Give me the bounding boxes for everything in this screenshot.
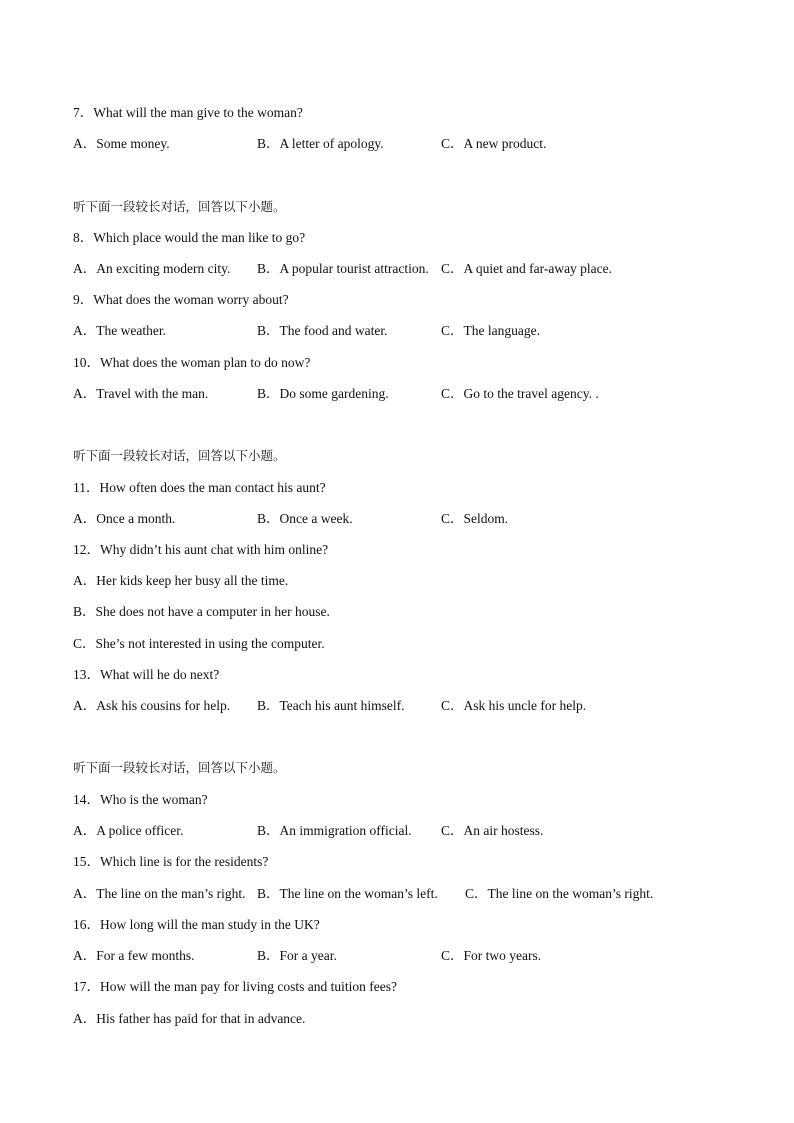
q8-option-a: A．An exciting modern city.	[73, 261, 231, 276]
q14-option-b: B．An immigration official.	[257, 823, 412, 838]
q16-option-c: C．For two years.	[441, 948, 542, 963]
q14-option-c: C．An air hostess.	[441, 823, 544, 838]
q9-option-b: B．The food and water.	[257, 323, 388, 338]
q12-option-c: C．She’s not interested in using the computer.	[73, 636, 325, 651]
question-8: 8．Which place would the man like to go?	[73, 230, 306, 245]
q16-option-b: B．For a year.	[257, 948, 337, 963]
q9-option-c: C．The language.	[441, 323, 540, 338]
q7-option-c: C．A new product.	[441, 136, 547, 151]
q17-option-a: A．His father has paid for that in advance.	[73, 1011, 306, 1026]
question-16: 16．How long will the man study in the UK?	[73, 917, 320, 932]
q7-option-b: B．A letter of apology.	[257, 136, 384, 151]
question-10: 10．What does the woman plan to do now?	[73, 355, 311, 370]
instruction-1: 听下面一段较长对话，回答以下小题。	[73, 199, 286, 214]
q12-option-b: B．She does not have a computer in her house.	[73, 604, 330, 619]
q8-option-c: C．A quiet and far-away place.	[441, 261, 613, 276]
q10-option-a: A．Travel with the man.	[73, 386, 209, 401]
q13-option-b: B．Teach his aunt himself.	[257, 698, 405, 713]
q15-option-a: A．The line on the man’s right.	[73, 886, 246, 901]
q11-option-c: C．Seldom.	[441, 511, 509, 526]
q9-option-a: A．The weather.	[73, 323, 166, 338]
question-7: 7．What will the man give to the woman?	[73, 105, 303, 120]
q15-option-b: B．The line on the woman’s left.	[257, 886, 438, 901]
q7-option-a: A．Some money.	[73, 136, 170, 151]
q16-option-a: A．For a few months.	[73, 948, 195, 963]
q10-option-b: B．Do some gardening.	[257, 386, 389, 401]
question-14: 14．Who is the woman?	[73, 792, 208, 807]
q14-option-a: A．A police officer.	[73, 823, 184, 838]
q11-option-b: B．Once a week.	[257, 511, 353, 526]
q8-option-b: B．A popular tourist attraction.	[257, 261, 429, 276]
question-13: 13．What will he do next?	[73, 667, 220, 682]
q12-option-a: A．Her kids keep her busy all the time.	[73, 573, 289, 588]
question-12: 12．Why didn’t his aunt chat with him online?	[73, 542, 329, 557]
q15-option-c: C．The line on the woman’s right.	[465, 886, 654, 901]
q13-option-a: A．Ask his cousins for help.	[73, 698, 231, 713]
q10-option-c: C．Go to the travel agency. .	[441, 386, 599, 401]
question-11: 11．How often does the man contact his aunt?	[73, 480, 326, 495]
q13-option-c: C．Ask his uncle for help.	[441, 698, 587, 713]
question-9: 9．What does the woman worry about?	[73, 292, 289, 307]
q11-option-a: A．Once a month.	[73, 511, 176, 526]
question-17: 17．How will the man pay for living costs and tuition fees?	[73, 979, 397, 994]
instruction-2: 听下面一段较长对话，回答以下小题。	[73, 448, 286, 463]
question-15: 15．Which line is for the residents?	[73, 854, 269, 869]
instruction-3: 听下面一段较长对话，回答以下小题。	[73, 760, 286, 775]
